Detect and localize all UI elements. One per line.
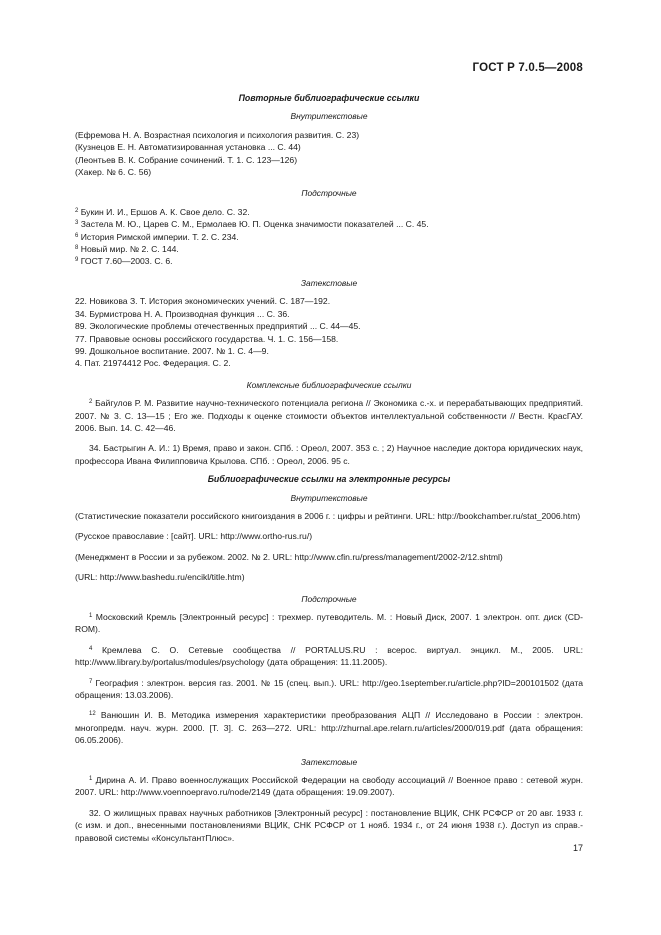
footnote-ref — [75, 206, 583, 218]
footnote-number: 6 — [75, 232, 79, 239]
footnote-electronic-ref — [75, 677, 583, 702]
subheading-endtext-electronic: Затекстовые — [300, 756, 358, 767]
section-title-electronic: Библиографические ссылки на электронные ресурсы — [207, 474, 451, 485]
endtext-electronic-ref — [75, 774, 583, 799]
complex-ref — [75, 397, 583, 434]
endtext-ref: 22. Новикова З. Т. История экономических учений. С. 187—192. — [75, 296, 331, 307]
intext-ref: (Леонтьев В. К. Собрание сочинений. Т. 1. С. 123—126) — [75, 154, 298, 165]
footnote-number: 9 — [75, 257, 79, 264]
endtext-ref: 4. Пат. 21974412 Рос. Федерация. С. 2. — [75, 358, 231, 369]
endtext-electronic-ref — [75, 807, 583, 844]
complex-ref-text: Байгулов Р. М. Развитие научно-технического потенциала региона // Экономика с.-х. и перерабатывающих предприятий. 2007. № 3. С. 13—15 ; Его же. Подходы к оценке стоимости объектов интеллектуальной собственности // Вестн. КрасГАУ. 2006. Вып. 14. С. 42—46. — [75, 398, 584, 433]
intext-ref: (Кузнецов Е. Н. Автоматизированная установка ... С. 44) — [75, 142, 301, 153]
section-title-repeated: Повторные библиографические ссылки — [238, 93, 420, 103]
footnote-number: 1 — [89, 613, 93, 619]
page-content — [75, 92, 583, 852]
footnote-text: Ванюшин И. В. Методика измерения характеристики преобразования АЦП // Исследовано в России : электрон. многопредм. науч. журн. 2000. [Т. 3]. С. 263—272. URL: http://zhurnal.ape.relarn.ru/articles/2000/019.pdf (дата обращения: 06.05.2006). — [75, 710, 583, 746]
footnote-electronic-ref — [75, 611, 583, 636]
subheading-intext: Внутритекстовые — [290, 111, 368, 122]
footnote-text: ГОСТ 7.60—2003. С. 6. — [80, 256, 173, 267]
subheading-intext-electronic: Внутритекстовые — [290, 492, 368, 503]
footnote-text: Букин И. И., Ершов А. К. Свое дело. С. 32. — [80, 206, 250, 217]
footnote-text: История Римской империи. Т. 2. С. 234. — [80, 231, 239, 242]
footnote-number: 3 — [75, 220, 79, 227]
intext-ref: (Хакер. № 6. С. 56) — [75, 167, 152, 178]
subheading-footnote-electronic: Подстрочные — [301, 593, 357, 604]
intext-electronic-ref: (Менеджмент в России и за рубежом. 2002. № 2. URL: http://www.cfin.ru/press/management/2002-2/12.shtml) — [75, 551, 503, 562]
subheading-complex: Комплексные библиографические ссылки — [246, 379, 412, 390]
intext-electronic-ref: (URL: http://www.bashedu.ru/encikl/title.htm) — [75, 572, 245, 583]
footnote-text: Новый мир. № 2. С. 144. — [80, 244, 179, 255]
footnote-text: Московский Кремль [Электронный ресурс] : трехмер. путеводитель. М. : Новый Диск, 2007. 1 электрон. опт. диск (CD-ROM). — [75, 612, 583, 635]
footnote-ref — [75, 255, 583, 267]
intext-electronic-ref: (Русское православие : [сайт]. URL: http://www.ortho-rus.ru/) — [75, 531, 313, 542]
footnote-number: 1 — [89, 776, 93, 783]
subheading-footnote: Подстрочные — [301, 188, 357, 199]
footnote-text: Застела М. Ю., Царев С. М., Ермолаев Ю. П. Оценка значимости показателей ... С. 45. — [80, 219, 429, 230]
document-code: ГОСТ Р 7.0.5—2008 — [472, 62, 583, 74]
intext-ref: (Ефремова Н. А. Возрастная психология и психология развития. С. 23) — [75, 129, 360, 140]
footnote-ref — [75, 218, 583, 230]
endtext-list — [75, 295, 583, 369]
complex-ref — [75, 442, 583, 467]
intext-electronic-ref: (Статистические показатели российского книгоиздания в 2006 г. : цифры и рейтинги. URL: http://bookchamber.ru/stat_2006.htm) — [75, 510, 581, 521]
footnote-electronic-ref — [75, 644, 583, 669]
footnote-list — [75, 206, 583, 268]
footnote-text: Кремлева С. О. Сетевые сообщества // PORTALUS.RU : всерос. виртуал. энцикл. М., 2005. URL: http://www.library.by/portalus/modules/psychology (дата обращения: 11.11.2005). — [75, 644, 584, 668]
footnote-number: 2 — [75, 207, 79, 214]
footnote-ref — [75, 243, 583, 255]
intext-list — [75, 129, 583, 179]
endtext-ref: 99. Дошкольное воспитание. 2007. № 1. С. 4—9. — [75, 345, 269, 356]
footnote-text: География : электрон. версия газ. 2001. № 15 (спец. вып.). URL: http://geo.1september.ru/article.php?ID=200101502 (дата обращения: 13.03.2006). — [75, 677, 584, 701]
subheading-endtext: Затекстовые — [300, 277, 358, 288]
footnote-number: 8 — [75, 245, 79, 252]
endtext-text: 32. О жилищных правах научных работников [Электронный ресурс] : постановление ВЦИК, СНК РСФСР от 20 авг. 1933 г. (с изм. и доп., внесенными постановлениями ВЦИК, СНК РСФСР от 1 нояб. 1934 г., от 24 июня 1938 г.). Доступ из справ.-правовой системы «КонсультантПлюс». — [75, 807, 583, 843]
endtext-ref: 34. Бурмистрова Н. А. Производная функция ... С. 36. — [75, 308, 290, 319]
endtext-ref: 77. Правовые основы российского государства. Ч. 1. С. 156—158. — [75, 333, 339, 344]
footnote-electronic-ref — [75, 709, 583, 746]
footnote-number: 4 — [89, 645, 93, 652]
footnote-ref — [75, 231, 583, 243]
footnote-number: 2 — [89, 399, 93, 406]
page-number: 17 — [572, 843, 583, 853]
footnote-number: 7 — [89, 678, 93, 685]
endtext-text: Дирина А. И. Право военнослужащих Российской Федерации на свободу ассоциаций // Военное право : сетевой журн. 2007. URL: http://www.voennoepravo.ru/node/2149 (дата обращения: 19.09.2007). — [75, 775, 583, 798]
footnote-number: 12 — [89, 711, 96, 718]
complex-ref-text: 34. Бастрыгин А. И.: 1) Время, право и закон. СПб. : Ореол, 2007. 353 с. ; 2) Научное наследие доктора юридических наук, профессора Ивана Филипповича Крылова. СПб. : Ореол, 2006. 95 с. — [75, 443, 583, 466]
endtext-ref: 89. Экологические проблемы отечественных предприятий ... С. 44—45. — [75, 321, 361, 332]
